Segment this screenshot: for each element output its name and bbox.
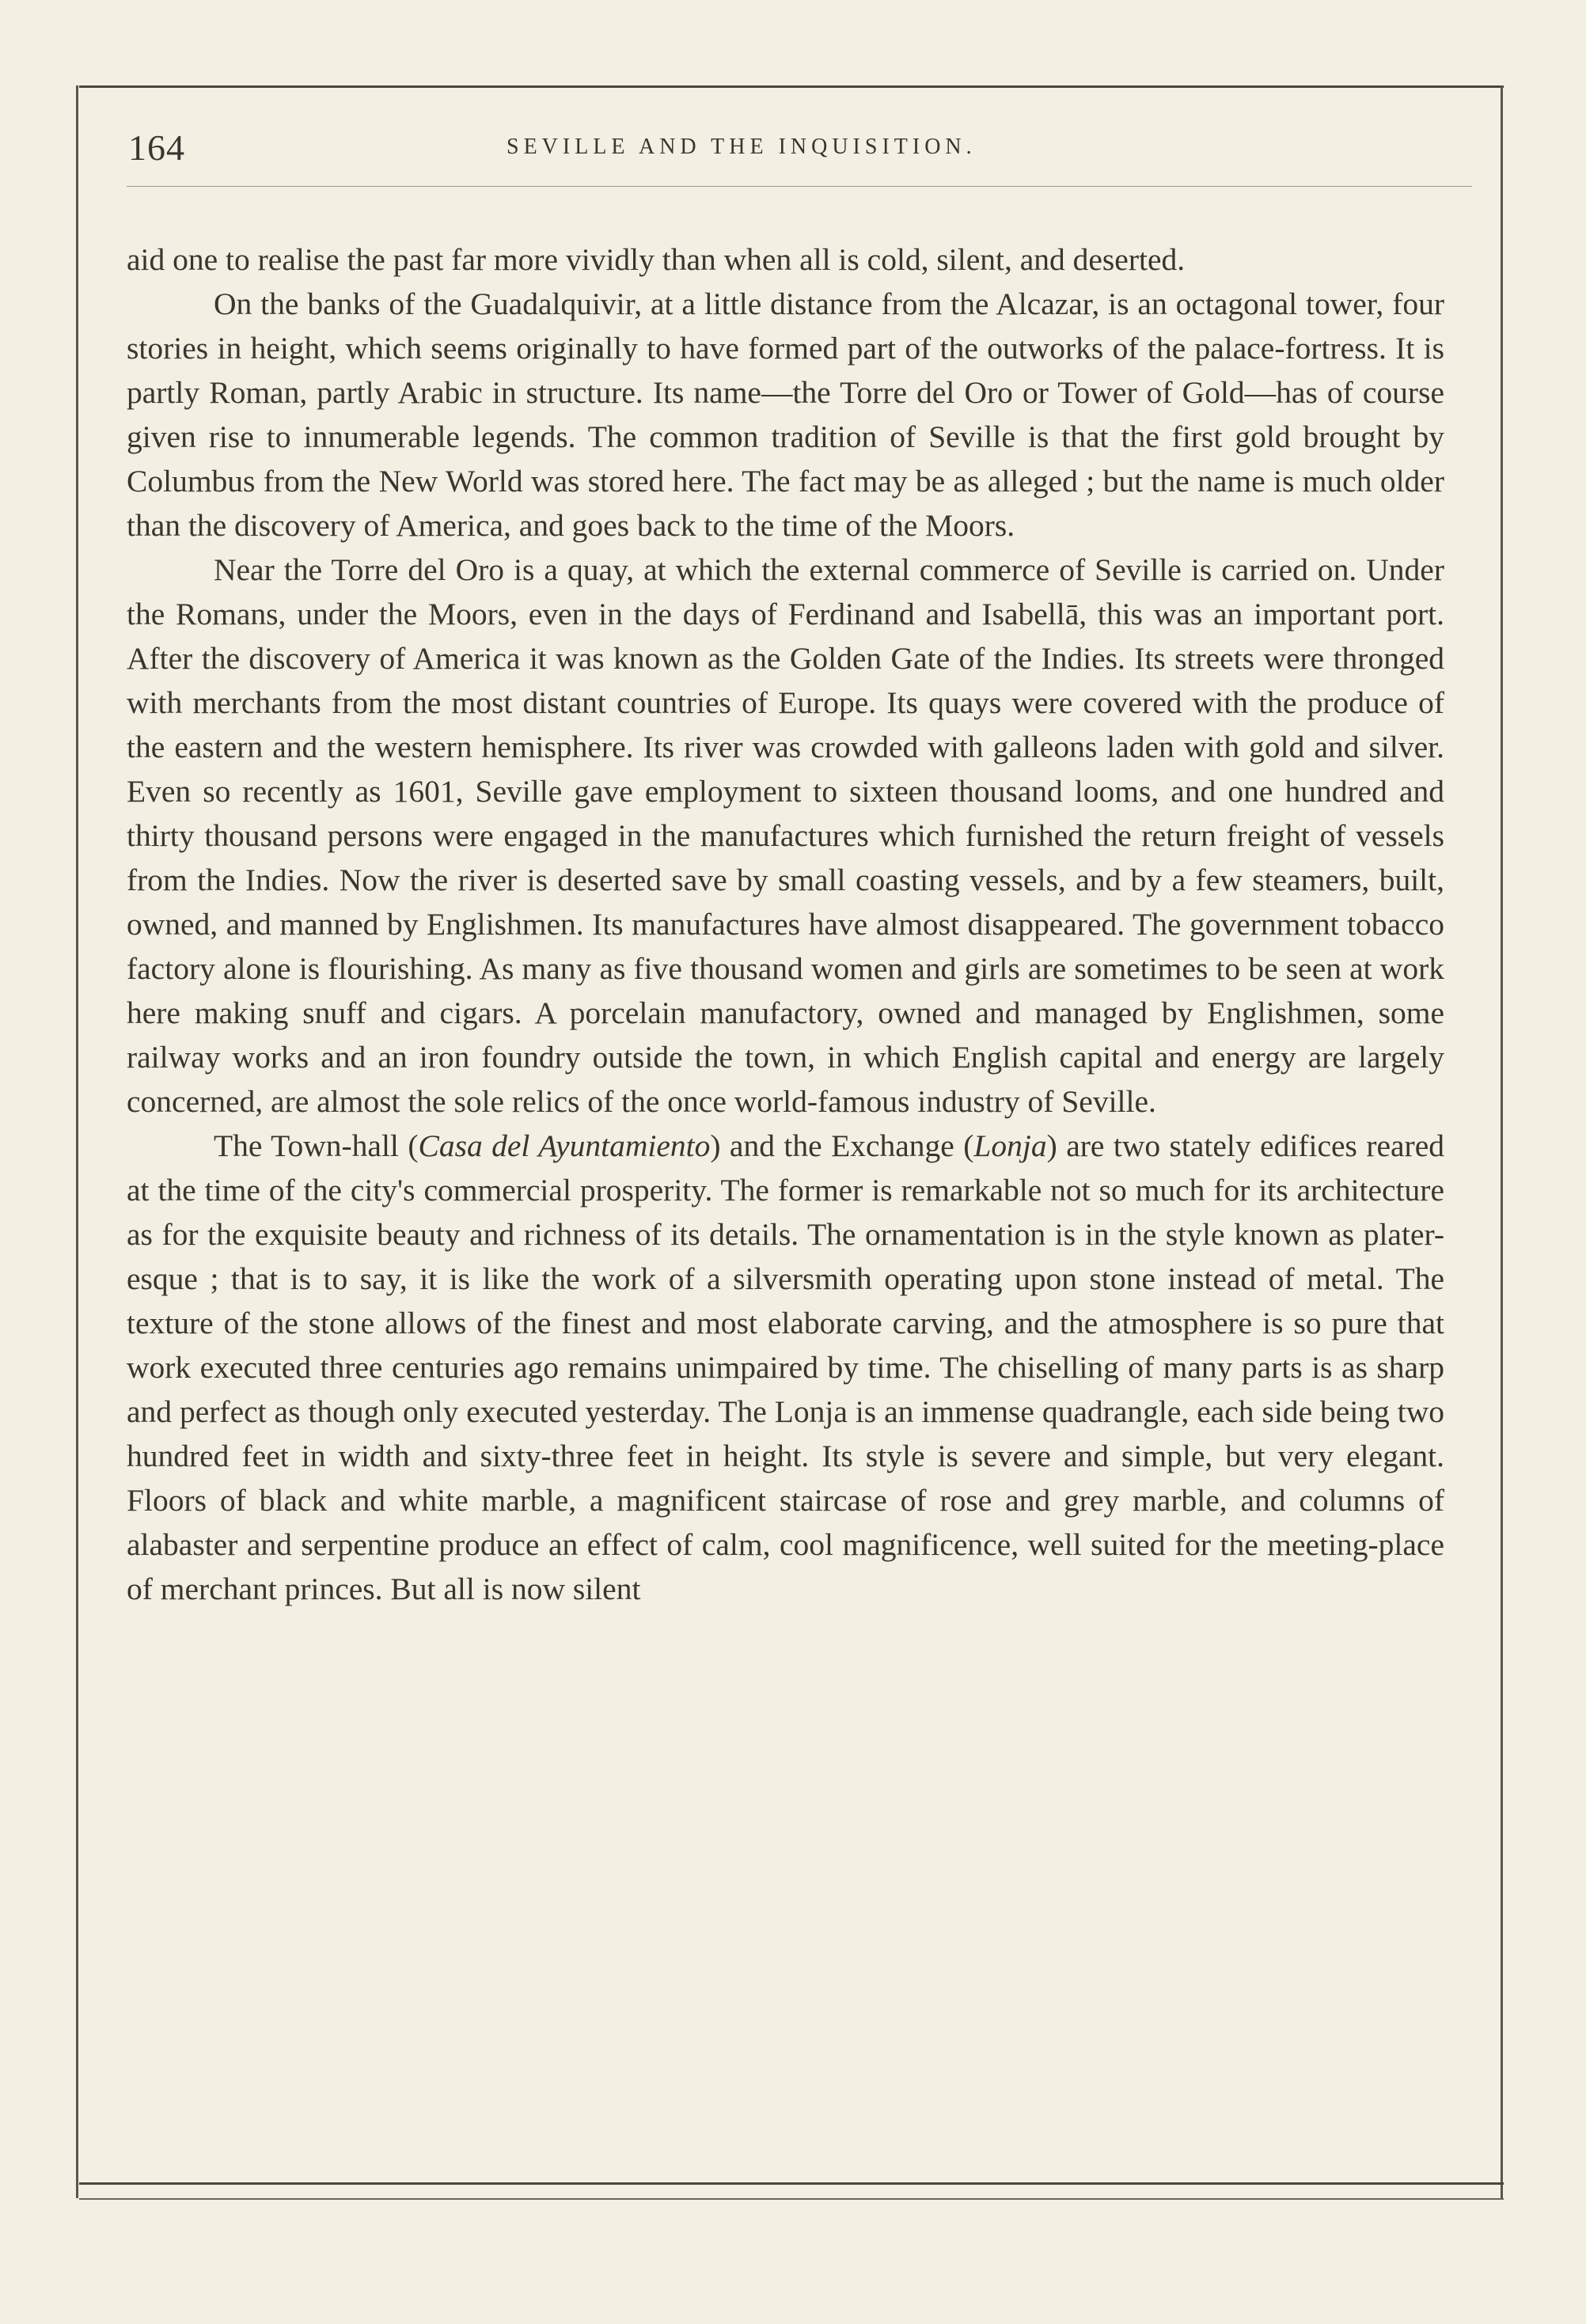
paragraph-4-italic-casa-del-ayuntamiento: Casa del Ayuntamiento xyxy=(418,1128,711,1163)
paragraph-4-text-e: ) are two stately edifices reared at the time of the city's commercial prosperity. The former is remarkable not so much for its architecture as for the exquisite beauty and richness of its details. The ornamentation is in the style known as plater-esque ; that is to say, it is like the work of a silversmith operating upon stone instead of metal. The texture of the stone allows of the finest and most elaborate carving, and the atmosphere is so pure that work executed three centuries ago remains unimpaired by time. The chiselling of many parts is as sharp and perfect as though only executed yesterday. The Lonja is an immense quadrangle, each side being two hundred feet in width and sixty-three feet in height. Its style is severe and simple, but very elegant. Floors of black and white marble, a magnificent staircase of rose and grey marble, and columns of alabaster and serpentine produce an effect of calm, cool magnificence, well suited for the meeting-place of merchant princes. But all is now silent xyxy=(127,1128,1444,1606)
paragraph-4-text-a: The Town-hall ( xyxy=(214,1128,419,1163)
paragraph-4 xyxy=(127,1124,1444,1611)
page-frame-bottom-rule-secondary xyxy=(79,2198,1504,2200)
paragraph-4-italic-lonja: Lonja xyxy=(973,1128,1047,1163)
paragraph-3: Near the Torre del Oro is a quay, at which the external commerce of Seville is carried on. Under the Romans, under the Moors, even in the days of Ferdinand and Isabellā, this was an important port. After the discovery of America it was known as the Golden Gate of the Indies. Its streets were thronged with merchants from the most distant countries of Europe. Its quays were covered with the produce of the eastern and the western hemisphere. Its river was crowded with galleons laden with gold and silver. Even so recently as 1601, Seville gave employment to sixteen thousand looms, and one hundred and thirty thousand persons were engaged in the manufactures which furnished the return freight of vessels from the Indies. Now the river is deserted save by small coasting vessels, and by a few steamers, built, owned, and manned by Englishmen. Its manufactures have almost disappeared. The government tobacco factory alone is flourishing. As many as five thousand women and girls are sometimes to be seen at work here making snuff and cigars. A porcelain manufactory, owned and managed by Englishmen, some railway works and an iron foundry outside the town, in which English capital and energy are largely concerned, are almost the sole relics of the once world-famous industry of Seville. xyxy=(127,552,1444,1119)
page-number: 164 xyxy=(128,127,185,168)
page-frame-left-rule xyxy=(76,85,78,2198)
paragraph-2: On the banks of the Guadalquivir, at a little distance from the Alcazar, is an octagonal tower, four stories in height, which seems originally to have formed part of the outworks of the palace-fortress. It is partly Roman, partly Arabic in structure. Its name—the Torre del Oro or Tower of Gold—has of course given rise to innumerable legends. The common tradition of Seville is that the first gold brought by Columbus from the New World was stored here. The fact may be as alleged ; but the name is much older than the discovery of America, and goes back to the time of the Moors. xyxy=(127,286,1444,543)
page-frame-top-rule xyxy=(79,85,1504,88)
body-text xyxy=(127,237,1444,1611)
header-rule xyxy=(127,186,1472,187)
running-head: SEVILLE AND THE INQUISITION. xyxy=(507,135,977,159)
page-frame-bottom-rule xyxy=(79,2182,1504,2185)
page-frame-right-rule xyxy=(1501,85,1503,2198)
paragraph-1: aid one to realise the past far more vividly than when all is cold, silent, and deserted. xyxy=(127,242,1186,277)
paragraph-4-text-c: ) and the Exchange ( xyxy=(710,1128,974,1163)
